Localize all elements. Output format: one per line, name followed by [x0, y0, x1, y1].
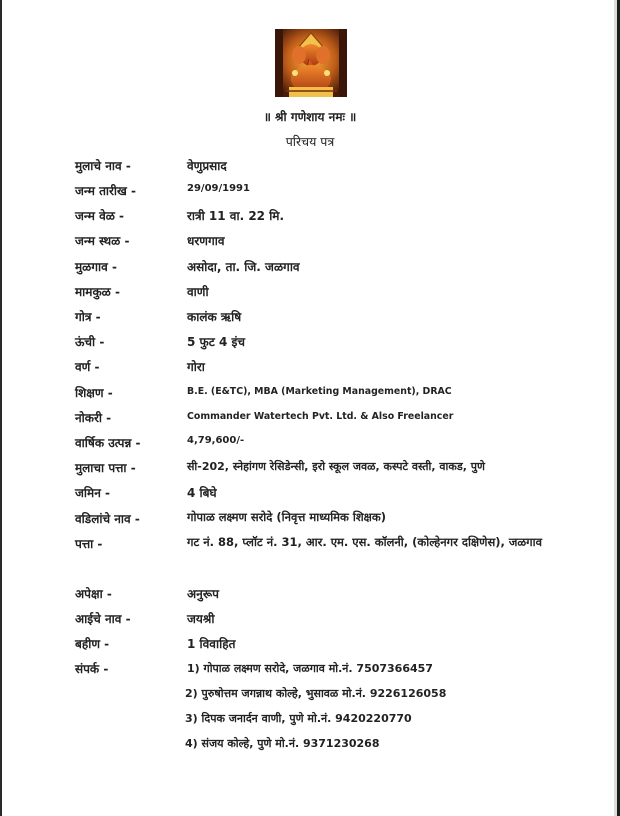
field-label: मुळगाव - [75, 260, 117, 274]
contact-item [185, 711, 605, 733]
field-row [75, 635, 605, 657]
contact-text: 2) पुरुषोत्तम जगन्नाथ कोल्हे, भुसावळ मो.नं. 9226126058 [185, 687, 447, 700]
ganesh-idol-image [275, 29, 347, 97]
field-value: धरणगाव [187, 234, 225, 248]
contact-text: 1) गोपाळ लक्ष्मण सरोदे, जळगाव मो.नं. 7507366457 [187, 662, 433, 675]
field-row [75, 283, 605, 305]
field-label: जन्म वेळ - [75, 209, 125, 223]
field-label: वर्ण - [75, 360, 100, 374]
field-value: 4 बिघे [187, 486, 217, 500]
field-row [75, 535, 605, 585]
field-label: वडिलांचे नाव - [75, 512, 140, 526]
field-label: पत्ता - [75, 537, 103, 551]
contact-item [185, 736, 605, 758]
field-row [75, 484, 605, 506]
field-row [75, 308, 605, 330]
field-label: जन्म तारीख - [75, 184, 137, 198]
field-label: वार्षिक उत्पन्न - [75, 436, 141, 450]
field-row [75, 510, 605, 532]
contact-item [187, 661, 607, 683]
field-label: शिक्षण - [75, 386, 113, 400]
field-row [75, 384, 605, 406]
field-label: जमिन - [75, 486, 111, 500]
field-row [75, 258, 605, 280]
field-label: गोत्र - [75, 310, 101, 324]
contact-text: 4) संजय कोल्हे, पुणे मो.नं. 9371230268 [185, 737, 380, 750]
document-title: परिचय पत्र [285, 134, 335, 149]
field-row [75, 232, 605, 254]
field-row [75, 207, 605, 229]
field-row [75, 333, 605, 355]
field-row [75, 182, 605, 204]
field-value: रात्री 11 वा. 22 मि. [187, 209, 285, 223]
field-value: कालंक ऋषि [187, 310, 242, 324]
field-value: असोदा, ता. जि. जळगाव [187, 260, 300, 274]
field-row [75, 459, 605, 481]
field-label: अपेक्षा - [75, 587, 112, 601]
field-row [75, 585, 605, 607]
field-value: वाणी [187, 285, 209, 299]
field-label: संपर्क - [75, 662, 109, 676]
field-label: मुलाचे नाव - [75, 159, 131, 173]
field-value: जयश्री [187, 612, 215, 626]
field-label: मामकुळ - [75, 285, 120, 299]
field-value: 29/09/1991 [187, 183, 250, 194]
field-value: B.E. (E&TC), MBA (Marketing Management), DRAC [187, 386, 452, 397]
field-value: गोरा [187, 360, 205, 374]
field-row [75, 409, 605, 431]
field-label: जन्म स्थळ - [75, 234, 130, 248]
field-label: आईचे नाव - [75, 612, 131, 626]
field-value: Commander Watertech Pvt. Ltd. & Also Freelancer [187, 411, 454, 422]
contact-text: 3) दिपक जनार्दन वाणी, पुणे मो.नं. 9420220770 [185, 712, 412, 725]
field-value: 4,79,600/- [187, 435, 245, 446]
field-value: सी-202, स्नेहांगण रेसिडेन्सी, इरो स्कूल जवळ, कस्पटे वस्ती, वाकड, पुणे [187, 460, 485, 473]
field-value: वेणुप्रसाद [187, 159, 227, 173]
field-label: बहीण - [75, 637, 110, 651]
field-label: नोकरी - [75, 411, 112, 425]
field-value: गोपाळ लक्ष्मण सरोदे (निवृत्त माध्यमिक शिक्षक) [187, 510, 387, 524]
field-label: मुलाचा पत्ता - [75, 461, 136, 475]
field-value: अनुरूप [187, 587, 219, 601]
field-row [75, 358, 605, 380]
field-value: 5 फुट 4 इंच [187, 335, 246, 349]
field-value: गट नं. 88, प्लॉट नं. 31, आर. एम. एस. कॉलनी, (कोल्हेनगर दक्षिणेस), जळगाव [187, 535, 543, 549]
contact-item [185, 686, 605, 708]
field-label: ऊंची - [75, 335, 105, 349]
field-row [75, 157, 605, 179]
field-row [75, 434, 605, 456]
invocation-line: ॥ श्री गणेशाय नमः ॥ [263, 110, 357, 124]
field-row [75, 610, 605, 632]
field-value: 1 विवाहित [187, 637, 236, 651]
